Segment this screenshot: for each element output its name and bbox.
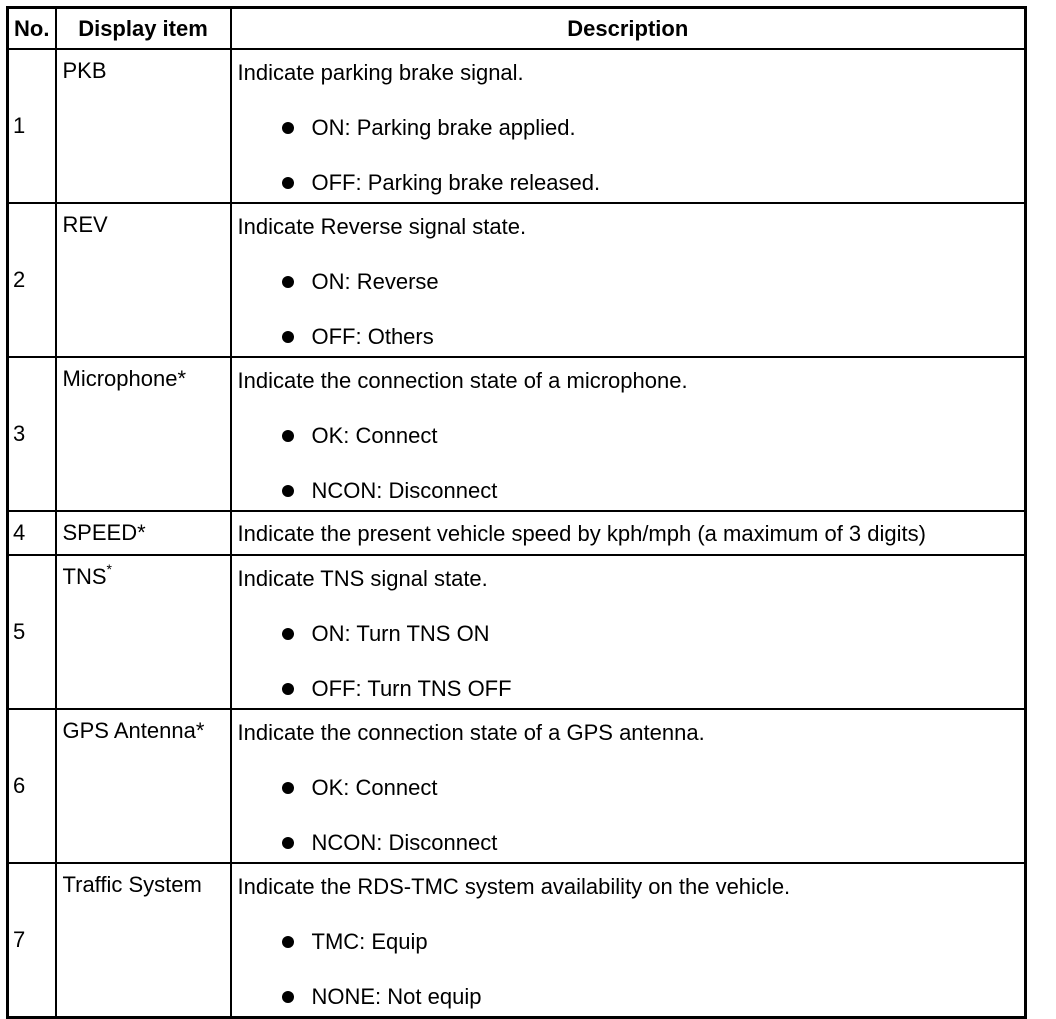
option-text: NONE: Not equip [311, 984, 482, 1009]
option-text: OFF: Parking brake released. [311, 170, 601, 195]
option-text: ON: Reverse [311, 269, 439, 294]
row-number: 2 [8, 203, 56, 357]
option-text: NCON: Disconnect [311, 478, 498, 503]
row-description [231, 709, 1026, 863]
option-list [238, 929, 1025, 1010]
header-no: No. [8, 8, 56, 50]
display-item-name: REV [56, 203, 231, 357]
table-header-row [8, 8, 1026, 50]
row-description [231, 49, 1026, 203]
description-text: Indicate TNS signal state. [237, 566, 488, 591]
list-item [238, 478, 1025, 504]
display-item-name: PKB [56, 49, 231, 203]
option-text: ON: Turn TNS ON [311, 621, 490, 646]
list-item [238, 621, 1025, 647]
row-description [231, 555, 1026, 709]
display-item-name: Traffic System [56, 863, 231, 1018]
bullet-icon [282, 936, 294, 948]
option-list [238, 115, 1025, 196]
row-description [231, 203, 1026, 357]
display-item-name: Microphone* [56, 357, 231, 511]
row-description [231, 357, 1026, 511]
description-text: Indicate the connection state of a GPS antenna. [237, 720, 705, 745]
bullet-icon [282, 628, 294, 640]
bullet-icon [282, 177, 294, 189]
footnote-marker: * [106, 561, 112, 577]
row-description [231, 863, 1026, 1018]
description-text: Indicate the RDS-TMC system availability on the vehicle. [237, 874, 791, 899]
description-text: Indicate Reverse signal state. [237, 214, 527, 239]
display-item-name: GPS Antenna* [56, 709, 231, 863]
row-number: 7 [8, 863, 56, 1018]
option-text: ON: Parking brake applied. [311, 115, 576, 140]
header-display-item: Display item [56, 8, 231, 50]
table-row [8, 709, 1026, 863]
description-text: Indicate the present vehicle speed by kph/mph (a maximum of 3 digits) [237, 521, 926, 546]
row-description [231, 511, 1026, 555]
bullet-icon [282, 331, 294, 343]
list-item [238, 423, 1025, 449]
row-number: 4 [8, 511, 56, 555]
description-text: Indicate the connection state of a microphone. [237, 368, 688, 393]
row-number: 6 [8, 709, 56, 863]
option-text: OFF: Others [311, 324, 434, 349]
option-text: OK: Connect [311, 775, 438, 800]
display-item-label: TNS [62, 564, 107, 589]
bullet-icon [282, 782, 294, 794]
option-list [238, 775, 1025, 856]
option-text: OFF: Turn TNS OFF [311, 676, 512, 701]
list-item [238, 115, 1025, 141]
option-text: OK: Connect [311, 423, 438, 448]
bullet-icon [282, 430, 294, 442]
description-text: Indicate parking brake signal. [237, 60, 524, 85]
row-number: 5 [8, 555, 56, 709]
list-item [238, 269, 1025, 295]
display-item-name [56, 555, 231, 709]
table-row [8, 555, 1026, 709]
list-item [238, 830, 1025, 856]
table-row [8, 511, 1026, 555]
row-number: 3 [8, 357, 56, 511]
option-text: TMC: Equip [311, 929, 428, 954]
display-item-table [6, 6, 1027, 1019]
list-item [238, 170, 1025, 196]
table-row [8, 357, 1026, 511]
option-text: NCON: Disconnect [311, 830, 498, 855]
bullet-icon [282, 683, 294, 695]
table-row [8, 203, 1026, 357]
table-row [8, 863, 1026, 1018]
bullet-icon [282, 991, 294, 1003]
bullet-icon [282, 276, 294, 288]
list-item [238, 676, 1025, 702]
bullet-icon [282, 837, 294, 849]
display-item-name: SPEED* [56, 511, 231, 555]
list-item [238, 775, 1025, 801]
option-list [238, 423, 1025, 504]
header-description: Description [231, 8, 1026, 50]
option-list [238, 269, 1025, 350]
table-row [8, 49, 1026, 203]
list-item [238, 929, 1025, 955]
list-item [238, 324, 1025, 350]
bullet-icon [282, 485, 294, 497]
list-item [238, 984, 1025, 1010]
bullet-icon [282, 122, 294, 134]
option-list [238, 621, 1025, 702]
row-number: 1 [8, 49, 56, 203]
